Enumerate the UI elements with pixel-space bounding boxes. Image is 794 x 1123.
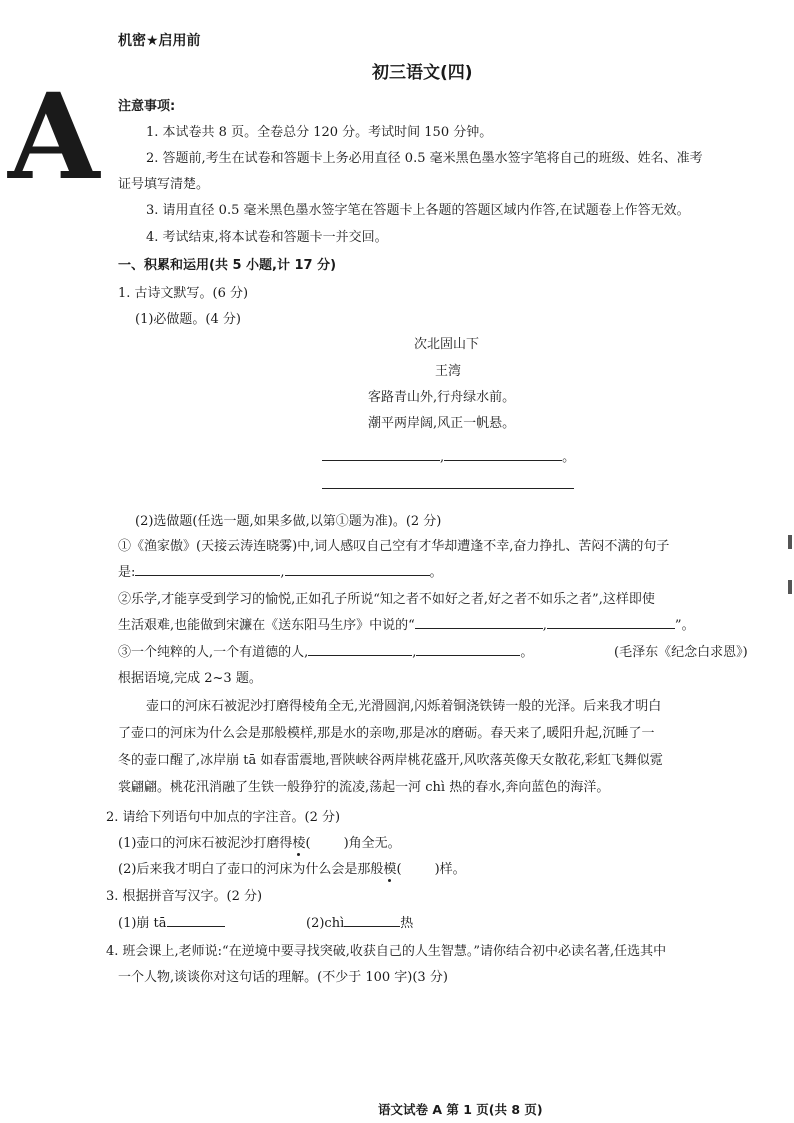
poem-blank-3[interactable] xyxy=(322,474,574,489)
option-3-answer: ③一个纯粹的人,一个有道德的人, , 。 xyxy=(118,641,533,660)
option-2-blank-1[interactable] xyxy=(415,614,543,629)
section-heading: 一、积累和运用(共 5 小题,计 17 分) xyxy=(118,258,337,273)
poem-title: 次北固山下 xyxy=(414,337,480,352)
page-footer: 语文试卷 A 第 1 页(共 8 页) xyxy=(378,1102,543,1117)
option-2-blank-2[interactable] xyxy=(547,614,675,629)
notice-item-4: 4. 考试结束,将本试卷和答题卡一并交回。 xyxy=(146,230,388,245)
passage-line-2: 了壶口的河床为什么会是那般模样,那是水的亲吻,那是冰的磨砺。春天来了,暖阳升起,沉睡了一 xyxy=(118,726,655,741)
option-1-blank-2[interactable] xyxy=(285,561,430,576)
option-3-blank-2[interactable] xyxy=(416,641,520,656)
option-2-text: ②乐学,才能享受到学习的愉悦,正如孔子所说“知之者不如好之者,好之者不如乐之者”,这样即使 xyxy=(118,592,655,607)
notice-item-2-cont: 证号填写清楚。 xyxy=(118,177,210,192)
question-2-label: 2. 请给下列语句中加点的字注音。(2 分) xyxy=(106,810,341,825)
option-1-answer: 是: , 。 xyxy=(118,561,443,580)
poem-answer-line-2 xyxy=(322,474,574,493)
poem-line-1: 客路青山外,行舟绿水前。 xyxy=(368,390,516,405)
question-3-label: 3. 根据拼音写汉字。(2 分) xyxy=(106,889,263,904)
question-1-part-2: (2)选做题(任选一题,如果多做,以第①题为准)。(2 分) xyxy=(135,514,442,529)
poem-blank-2[interactable] xyxy=(444,446,562,461)
option-1-blank-1[interactable] xyxy=(135,561,280,576)
question-3-item-2: (2)chì 热 xyxy=(306,912,413,931)
context-intro: 根据语境,完成 2~3 题。 xyxy=(118,671,262,686)
question-3-blank-2[interactable] xyxy=(344,912,400,927)
question-4-line-2: 一个人物,谈谈你对这句话的理解。(不少于 100 字)(3 分) xyxy=(118,970,448,985)
answer-paren-2[interactable]: ( ) xyxy=(396,862,440,877)
option-2-answer: 生活艰难,也能做到宋濂在《送东阳马生序》中说的“ , ”。 xyxy=(118,614,695,633)
answer-paren-1[interactable]: ( ) xyxy=(305,836,349,851)
scan-edge-mark xyxy=(788,535,792,549)
poem-author: 王湾 xyxy=(435,364,462,379)
question-3-item-1: (1)崩 tā xyxy=(118,912,225,931)
question-4-line-1: 4. 班会课上,老师说:“在逆境中要寻找突破,收获自己的人生智慧。”请你结合初中必读名著,任选其中 xyxy=(106,944,667,959)
option-3-source: (毛泽东《纪念白求恩》) xyxy=(614,645,748,660)
notice-heading: 注意事项: xyxy=(118,99,176,114)
option-3-blank-1[interactable] xyxy=(308,641,412,656)
notice-item-1: 1. 本试卷共 8 页。全卷总分 120 分。考试时间 150 分钟。 xyxy=(146,125,493,140)
scan-edge-mark xyxy=(788,580,792,594)
poem-line-2: 潮平两岸阔,风正一帆悬。 xyxy=(368,416,516,431)
passage-line-1: 壶口的河床石被泥沙打磨得棱角全无,光滑圆润,闪烁着铜浇铁铸一般的光泽。后来我才明白 xyxy=(146,699,662,714)
passage-line-3: 冬的壶口醒了,冰岸崩 tā 如春雷震地,晋陕峡谷两岸桃花盛开,风吹落英像天女散花,彩虹飞舞似霓 xyxy=(118,753,663,768)
question-3-blank-1[interactable] xyxy=(167,912,225,927)
dotted-char-2: 模 xyxy=(383,862,397,877)
dotted-char-1: 棱 xyxy=(292,836,306,851)
notice-item-2: 2. 答题前,考生在试卷和答题卡上务必用直径 0.5 毫米黑色墨水签字笔将自己的班级、姓名、准考 xyxy=(146,151,703,166)
page-title: 初三语文(四) xyxy=(372,63,473,83)
poem-answer-line-1: , 。 xyxy=(322,446,575,465)
question-2-item-1: (1)壶口的河床石被泥沙打磨得棱( )角全无。 xyxy=(118,836,401,851)
question-1-part-1: (1)必做题。(4 分) xyxy=(135,312,241,327)
passage-line-4: 裳翩翩。桃花汛消融了生铁一般狰狞的流凌,荡起一河 chì 热的春水,奔向蓝色的海洋。 xyxy=(118,780,610,795)
question-1-label: 1. 古诗文默写。(6 分) xyxy=(118,286,249,301)
question-2-item-2: (2)后来我才明白了壶口的河床为什么会是那般模( )样。 xyxy=(118,862,466,877)
notice-item-3: 3. 请用直径 0.5 毫米黑色墨水签字笔在答题卡上各题的答题区域内作答,在试题卷上作答无效。 xyxy=(146,203,690,218)
confidential-label: 机密★启用前 xyxy=(118,33,201,49)
poem-blank-1[interactable] xyxy=(322,446,440,461)
paper-version-letter: A xyxy=(8,67,100,206)
option-1-text: ①《渔家傲》(天接云涛连晓雾)中,词人感叹自己空有才华却遭逢不幸,奋力挣扎、苦闷不满的句子 xyxy=(118,539,670,554)
